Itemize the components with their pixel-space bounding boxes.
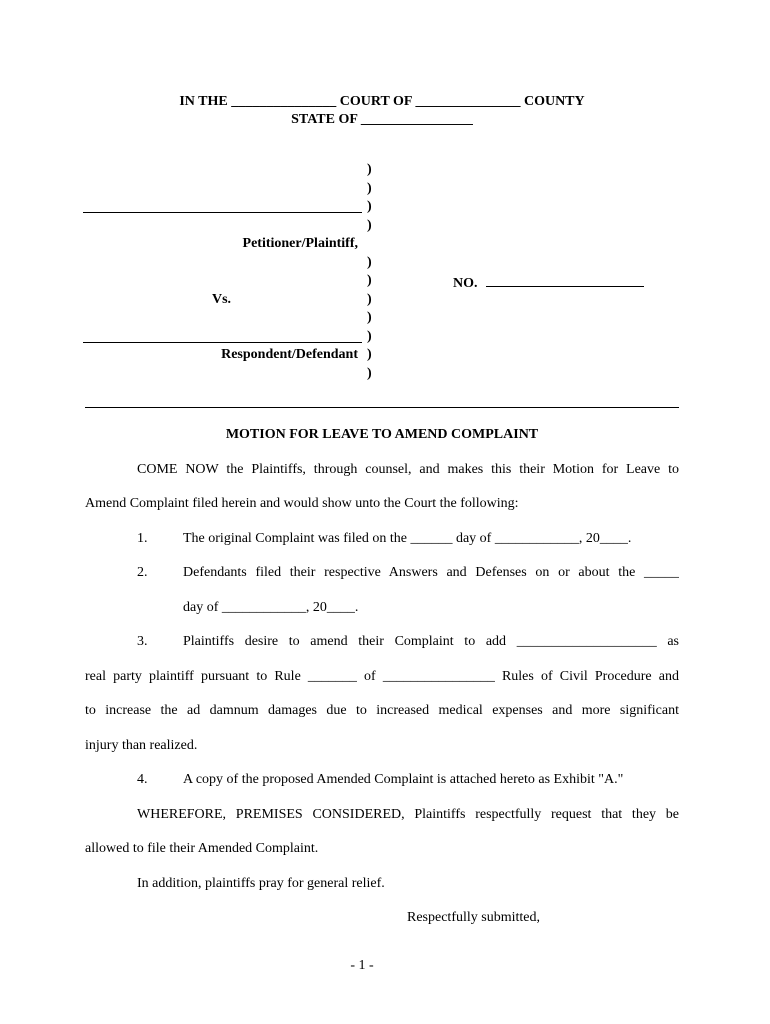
- closing-line: Respectfully submitted,: [407, 910, 540, 925]
- case-number-label: NO.: [453, 276, 478, 291]
- caption-row: [83, 235, 646, 254]
- item-4-number: 4.: [137, 772, 148, 787]
- item-3-text-line-4: injury than realized.: [85, 737, 198, 753]
- caption-row: [83, 161, 646, 180]
- caption-paren: ): [367, 162, 372, 177]
- petitioner-name-blank: [83, 198, 362, 213]
- document-title: MOTION FOR LEAVE TO AMEND COMPLAINT: [225, 427, 539, 442]
- item-1-text: The original Complaint was filed on the ______ day of ____________, 20____.: [183, 530, 632, 546]
- caption-paren: ): [367, 365, 372, 381]
- caption-row: [83, 309, 646, 328]
- respondent-label: Respondent/Defendant: [221, 347, 358, 362]
- numbered-item-2: [85, 556, 679, 591]
- caption-row: [83, 291, 646, 310]
- caption-row: [83, 198, 646, 217]
- caption-paren: ): [367, 347, 372, 362]
- caption-paren: ): [367, 291, 372, 307]
- item-2-text-line-2: day of ____________, 20____.: [183, 599, 359, 615]
- caption-row: [83, 254, 646, 273]
- item-4-text: A copy of the proposed Amended Complaint is attached hereto as Exhibit "A.": [183, 772, 624, 787]
- caption-paren: ): [367, 199, 372, 214]
- caption-row: [83, 217, 646, 236]
- item-3-text-line-1: Plaintiffs desire to amend their Complaint to add ____________________ as: [183, 634, 679, 649]
- court-header: [85, 93, 679, 128]
- item-1-number: 1.: [137, 530, 148, 546]
- paragraph-1-line-2: Amend Complaint filed herein and would show unto the Court the following:: [85, 496, 519, 511]
- item-2-number: 2.: [137, 565, 148, 580]
- caption-paren: ): [367, 180, 372, 196]
- wherefore-line-2: allowed to file their Amended Complaint.: [85, 841, 319, 856]
- motion-body: [85, 418, 679, 936]
- caption-row: [83, 346, 646, 365]
- respondent-name-blank: [83, 328, 362, 343]
- caption-paren: ): [367, 273, 372, 288]
- court-header-line2: STATE OF ________________: [291, 111, 473, 127]
- case-caption: [83, 161, 646, 383]
- page-number: - 1 -: [350, 958, 374, 973]
- caption-row: [83, 180, 646, 199]
- item-3-text-line-2: real party plaintiff pursuant to Rule _______ of ________________ Rules of Civil Procedure and: [85, 668, 679, 684]
- numbered-item-3: [85, 625, 679, 660]
- numbered-item-4: [85, 763, 679, 798]
- prayer-line: In addition, plaintiffs pray for general relief.: [137, 875, 385, 891]
- caption-row: [83, 328, 646, 347]
- case-number-blank: [486, 272, 644, 287]
- item-3-text-line-3: to increase the ad damnum damages due to increased medical expenses and more significant: [85, 703, 679, 718]
- separator-line: [85, 407, 679, 408]
- item-3-number: 3.: [137, 634, 148, 649]
- wherefore-line-1: WHEREFORE, PREMISES CONSIDERED, Plaintiffs respectfully request that they be: [137, 806, 679, 822]
- vs-label: Vs.: [212, 291, 232, 307]
- court-header-line1: IN THE _______________ COURT OF _______________ COUNTY: [179, 94, 585, 109]
- petitioner-label: Petitioner/Plaintiff,: [242, 236, 358, 251]
- caption-paren: ): [367, 310, 372, 325]
- caption-paren: ): [367, 328, 372, 344]
- caption-paren: ): [367, 217, 372, 233]
- caption-paren: ): [367, 254, 372, 270]
- caption-row: [83, 365, 646, 384]
- item-2-text-line-1: Defendants filed their respective Answers and Defenses on or about the _____: [183, 565, 679, 580]
- numbered-item-1: [85, 522, 679, 557]
- paragraph-1-line-1: COME NOW the Plaintiffs, through counsel, and makes this their Motion for Leave to: [137, 461, 679, 477]
- caption-row: [83, 272, 646, 291]
